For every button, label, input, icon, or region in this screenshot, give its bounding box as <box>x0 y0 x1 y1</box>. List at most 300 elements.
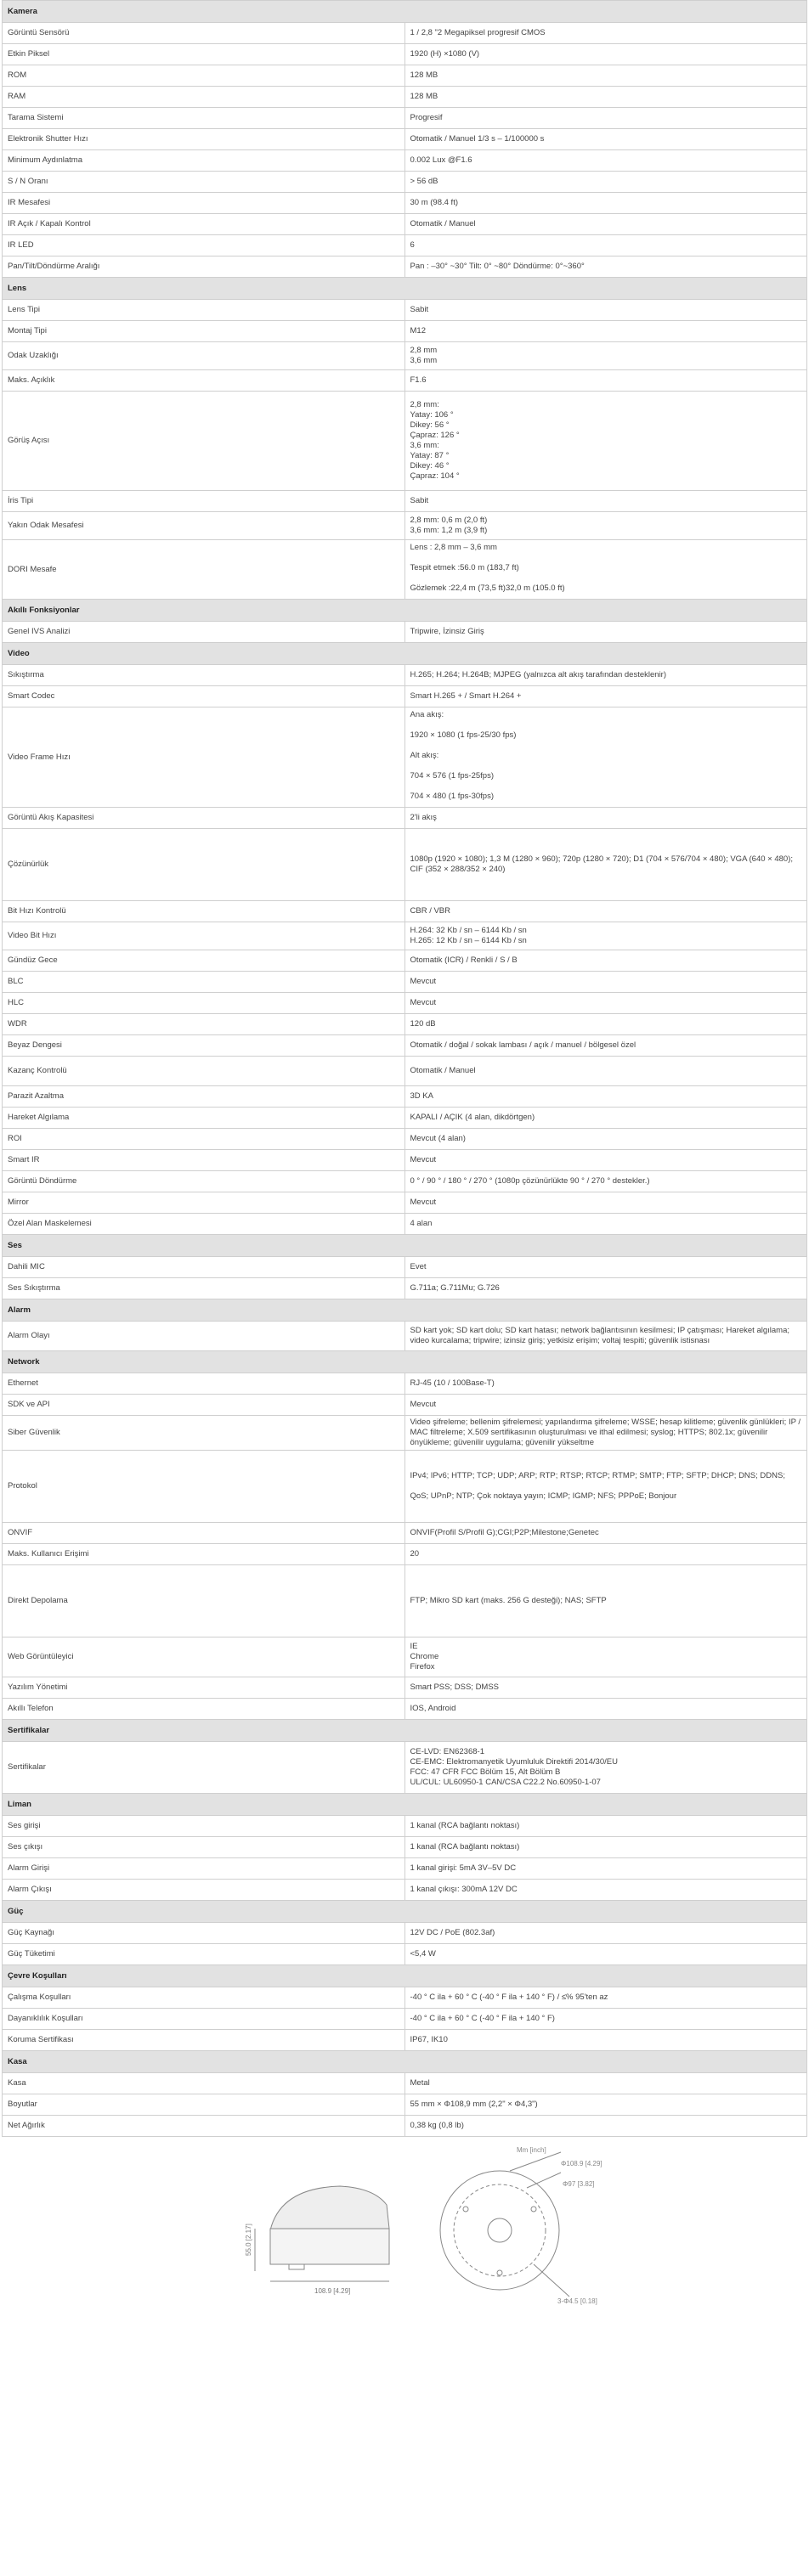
spec-value-line: Otomatik / Manuel 1/3 s – 1/100000 s <box>410 134 545 144</box>
spec-value <box>404 370 807 392</box>
spec-row <box>3 1150 807 1171</box>
spec-row <box>3 1816 807 1837</box>
spec-value <box>404 1171 807 1192</box>
spec-row <box>3 214 807 235</box>
spec-row <box>3 1451 807 1523</box>
spec-label: Çözünürlük <box>3 829 405 901</box>
spec-value <box>404 512 807 540</box>
spec-row <box>3 2116 807 2137</box>
spec-value-line: 128 MB <box>410 70 438 80</box>
spec-label: İris Tipi <box>3 491 405 512</box>
spec-value-line: Mevcut <box>410 977 437 986</box>
hole-dim-label: Φ97 [3.82] <box>563 2180 595 2188</box>
spec-row <box>3 342 807 370</box>
spec-value <box>404 1944 807 1965</box>
spec-row <box>3 1322 807 1351</box>
spec-label: Odak Uzaklığı <box>3 342 405 370</box>
section-header <box>3 1720 807 1742</box>
spec-row <box>3 512 807 540</box>
spec-value-line: M12 <box>410 326 426 335</box>
spec-value-line: Firefox <box>410 1662 435 1671</box>
spec-value-line: -40 ° C ila + 60 ° C (-40 ° F ila + 140 ° F) / ≤% 95'ten az <box>410 1993 608 2002</box>
spec-row <box>3 829 807 901</box>
spec-value-line: 3,6 mm: <box>410 441 439 450</box>
spec-value <box>404 829 807 901</box>
section-header <box>3 278 807 300</box>
spec-value <box>404 65 807 87</box>
spec-value-line <box>410 553 802 563</box>
spec-value <box>404 2009 807 2030</box>
spec-table <box>2 0 807 2137</box>
section-header <box>3 1235 807 1257</box>
spec-row <box>3 23 807 44</box>
spec-value-line: FTP; Mikro SD kart (maks. 256 G desteği); NAS; SFTP <box>410 1596 607 1605</box>
spec-value-line: Tripwire, İzinsiz Giriş <box>410 627 484 636</box>
spec-value <box>404 235 807 256</box>
spec-label: Güç Tüketimi <box>3 1944 405 1965</box>
spec-value-line: <5,4 W <box>410 1949 436 1959</box>
spec-label: Ethernet <box>3 1373 405 1395</box>
spec-label: ROM <box>3 65 405 87</box>
spec-row <box>3 370 807 392</box>
spec-row <box>3 1192 807 1214</box>
spec-value-line: Otomatik / doğal / sokak lambası / açık / manuel / bölgesel özel <box>410 1040 636 1050</box>
spec-value <box>404 1880 807 1901</box>
spec-label: Gündüz Gece <box>3 950 405 972</box>
dimension-drawing-svg <box>0 2137 809 2307</box>
spec-label: Video Bit Hızı <box>3 922 405 950</box>
spec-label: Lens Tipi <box>3 300 405 321</box>
spec-label: Montaj Tipi <box>3 321 405 342</box>
spec-value-line: Mevcut (4 alan) <box>410 1134 466 1143</box>
spec-row <box>3 1086 807 1108</box>
section-title: Güç <box>3 1901 807 1923</box>
spec-row <box>3 1565 807 1637</box>
spec-row <box>3 150 807 172</box>
spec-value <box>404 108 807 129</box>
section-title: Liman <box>3 1794 807 1816</box>
spec-value-line: Dikey: 46 ° <box>410 461 450 471</box>
spec-value-line: CBR / VBR <box>410 906 451 916</box>
spec-value <box>404 1816 807 1837</box>
section-title: Sertifikalar <box>3 1720 807 1742</box>
spec-row <box>3 300 807 321</box>
spec-label: BLC <box>3 972 405 993</box>
spec-value-line: 3D KA <box>410 1091 433 1101</box>
spec-value-line: SD kart yok; SD kart dolu; SD kart hatası; network bağlantısının kesilmesi; IP çatışması; Hareket algılama; video kurcalama; tripwire; izinsiz giriş; yetkisiz erişim; voltaj tespiti; güvenlik istisnası <box>410 1326 790 1345</box>
spec-label: Görüntü Sensörü <box>3 23 405 44</box>
section-title: Akıllı Fonksiyonlar <box>3 600 807 622</box>
spec-value <box>404 44 807 65</box>
spec-label: Parazit Azaltma <box>3 1086 405 1108</box>
spec-value-line: Mevcut <box>410 1155 437 1164</box>
spec-label: Görüntü Döndürme <box>3 1171 405 1192</box>
side-view <box>255 2186 389 2281</box>
spec-label: SDK ve API <box>3 1395 405 1416</box>
spec-row <box>3 44 807 65</box>
spec-row <box>3 1214 807 1235</box>
spec-label: Tarama Sistemi <box>3 108 405 129</box>
spec-label: IR Açık / Kapalı Kontrol <box>3 214 405 235</box>
section-header <box>3 1351 807 1373</box>
spec-value <box>404 1565 807 1637</box>
spec-label: IR Mesafesi <box>3 193 405 214</box>
spec-value-line: Otomatik / Manuel <box>410 219 476 228</box>
spec-row <box>3 1837 807 1858</box>
spec-value-line <box>410 761 802 771</box>
screw-dim-label: 3-Φ4.5 [0.18] <box>557 2297 597 2305</box>
section-title: Lens <box>3 278 807 300</box>
spec-row <box>3 129 807 150</box>
spec-label: Bit Hızı Kontrolü <box>3 901 405 922</box>
spec-value-line: RJ-45 (10 / 100Base-T) <box>410 1378 495 1388</box>
spec-row <box>3 321 807 342</box>
spec-value <box>404 342 807 370</box>
section-header <box>3 1901 807 1923</box>
spec-label: RAM <box>3 87 405 108</box>
spec-label: Kasa <box>3 2073 405 2094</box>
spec-value-line <box>410 781 802 792</box>
spec-value-line: 704 × 480 (1 fps-30fps) <box>410 792 494 801</box>
spec-value <box>404 1923 807 1944</box>
spec-row <box>3 65 807 87</box>
spec-label: Koruma Sertifikası <box>3 2030 405 2051</box>
spec-value-line: 12V DC / PoE (802.3af) <box>410 1928 495 1937</box>
spec-label: Hareket Algılama <box>3 1108 405 1129</box>
section-header <box>3 600 807 622</box>
spec-value-line: Sabit <box>410 305 429 314</box>
spec-label: Yazılım Yönetimi <box>3 1677 405 1699</box>
section-title: Alarm <box>3 1299 807 1322</box>
spec-value-line: H.265: 12 Kb / sn – 6144 Kb / sn <box>410 936 527 945</box>
spec-label: Etkin Piksel <box>3 44 405 65</box>
spec-label: IR LED <box>3 235 405 256</box>
spec-value <box>404 1035 807 1057</box>
spec-value-line: Smart PSS; DSS; DMSS <box>410 1683 500 1692</box>
spec-value <box>404 172 807 193</box>
spec-value-line: Dikey: 56 ° <box>410 420 450 430</box>
spec-value-line: Metal <box>410 2078 430 2088</box>
spec-value-line: 1080p (1920 × 1080); 1,3 M (1280 × 960); 720p (1280 × 720); D1 (704 × 576/704 × 480); VGA (640 × 480); CIF (352 × 288/352 × 240) <box>410 854 794 874</box>
spec-label: Yakın Odak Mesafesi <box>3 512 405 540</box>
spec-value <box>404 993 807 1014</box>
spec-label: Ses girişi <box>3 1816 405 1837</box>
spec-label: Mirror <box>3 1192 405 1214</box>
spec-label: Smart Codec <box>3 686 405 707</box>
spec-row <box>3 1858 807 1880</box>
spec-label: Smart IR <box>3 1150 405 1171</box>
spec-row <box>3 993 807 1014</box>
section-title: Çevre Koşulları <box>3 1965 807 1987</box>
spec-value <box>404 1257 807 1278</box>
spec-label: Pan/Tilt/Döndürme Aralığı <box>3 256 405 278</box>
spec-label: HLC <box>3 993 405 1014</box>
spec-label: ONVIF <box>3 1523 405 1544</box>
spec-row <box>3 665 807 686</box>
spec-value <box>404 23 807 44</box>
spec-value-line: 6 <box>410 240 415 250</box>
spec-value <box>404 1544 807 1565</box>
spec-value-line: 1 / 2,8 "2 Megapiksel progresif CMOS <box>410 28 546 37</box>
spec-value-line: 2'li akış <box>410 813 437 822</box>
spec-value <box>404 1395 807 1416</box>
spec-row <box>3 1057 807 1086</box>
spec-row <box>3 2094 807 2116</box>
spec-label: Web Görüntüleyici <box>3 1637 405 1677</box>
spec-row <box>3 1699 807 1720</box>
spec-value <box>404 922 807 950</box>
section-header <box>3 1965 807 1987</box>
spec-value <box>404 540 807 600</box>
spec-value <box>404 392 807 491</box>
spec-value-line <box>410 741 802 751</box>
spec-value-line: Ana akış: <box>410 710 444 719</box>
spec-row <box>3 1373 807 1395</box>
spec-value-line: 1920 × 1080 (1 fps-25/30 fps) <box>410 730 517 740</box>
spec-value-line: Gözlemek :22,4 m (73,5 ft)32,0 m (105.0 ft) <box>410 583 565 593</box>
spec-value <box>404 1451 807 1523</box>
spec-value <box>404 1523 807 1544</box>
spec-value-line: 120 dB <box>410 1019 436 1029</box>
width-dim-label: 108.9 [4.29] <box>314 2287 351 2295</box>
spec-value-line: IP67, IK10 <box>410 2035 448 2044</box>
spec-value-line: 0.002 Lux @F1.6 <box>410 155 472 165</box>
spec-value-line: 2,8 mm: <box>410 400 439 409</box>
spec-value <box>404 491 807 512</box>
spec-label: Dahili MIC <box>3 1257 405 1278</box>
spec-value <box>404 1677 807 1699</box>
spec-value <box>404 1987 807 2009</box>
spec-value-line: 1 kanal çıkışı: 300mA 12V DC <box>410 1885 518 1894</box>
spec-value-line: 4 alan <box>410 1219 433 1228</box>
spec-value <box>404 622 807 643</box>
spec-row <box>3 491 807 512</box>
spec-row <box>3 1544 807 1565</box>
spec-row <box>3 686 807 707</box>
spec-row <box>3 1014 807 1035</box>
spec-value <box>404 321 807 342</box>
spec-value-line: Tespit etmek :56.0 m (183,7 ft) <box>410 563 519 572</box>
spec-value <box>404 2073 807 2094</box>
spec-value-line: H.265; H.264; H.264B; MJPEG (yalnızca alt akış tarafından desteklenir) <box>410 670 667 679</box>
spec-value <box>404 1837 807 1858</box>
spec-row <box>3 87 807 108</box>
spec-row <box>3 392 807 491</box>
spec-value <box>404 87 807 108</box>
spec-label: Görüntü Akış Kapasitesi <box>3 808 405 829</box>
section-title: Network <box>3 1351 807 1373</box>
spec-value <box>404 1086 807 1108</box>
spec-value <box>404 1214 807 1235</box>
spec-value-line: > 56 dB <box>410 177 438 186</box>
spec-value <box>404 1637 807 1677</box>
spec-value <box>404 950 807 972</box>
spec-value-line: 128 MB <box>410 92 438 101</box>
spec-row <box>3 172 807 193</box>
spec-value-line: F1.6 <box>410 375 427 385</box>
spec-value-line: CE-EMC: Elektromanyetik Uyumluluk Direktifi 2014/30/EU <box>410 1757 618 1767</box>
spec-label: Maks. Açıklık <box>3 370 405 392</box>
spec-value <box>404 665 807 686</box>
spec-label: Kazanç Kontrolü <box>3 1057 405 1086</box>
spec-row <box>3 1677 807 1699</box>
spec-value-line: 0,38 kg (0,8 lb) <box>410 2121 464 2130</box>
spec-row <box>3 1278 807 1299</box>
section-header <box>3 2051 807 2073</box>
spec-value <box>404 1192 807 1214</box>
spec-row <box>3 1035 807 1057</box>
spec-row <box>3 808 807 829</box>
spec-label: WDR <box>3 1014 405 1035</box>
spec-value <box>404 1278 807 1299</box>
spec-value-line: Çapraz: 126 ° <box>410 431 460 440</box>
spec-value-line: UL/CUL: UL60950-1 CAN/CSA C22.2 No.60950-1-07 <box>410 1778 601 1787</box>
spec-label: Çalışma Koşulları <box>3 1987 405 2009</box>
spec-label: Güç Kaynağı <box>3 1923 405 1944</box>
spec-value <box>404 1057 807 1086</box>
spec-value <box>404 707 807 808</box>
spec-value-line: Yatay: 106 ° <box>410 410 454 420</box>
spec-value-line: QoS; UPnP; NTP; Çok noktaya yayın; ICMP; IGMP; NFS; PPPoE; Bonjour <box>410 1491 677 1501</box>
spec-row <box>3 2073 807 2094</box>
spec-row <box>3 972 807 993</box>
spec-label: Özel Alan Maskelemesi <box>3 1214 405 1235</box>
spec-row <box>3 901 807 922</box>
spec-row <box>3 2030 807 2051</box>
spec-label: Alarm Girişi <box>3 1858 405 1880</box>
spec-value-line: Alt akış: <box>410 751 439 760</box>
spec-label: Video Frame Hızı <box>3 707 405 808</box>
spec-value <box>404 1416 807 1451</box>
spec-label: Beyaz Dengesi <box>3 1035 405 1057</box>
spec-value-line: 3,6 mm: 1,2 m (3,9 ft) <box>410 526 488 535</box>
spec-value-line: Mevcut <box>410 1198 437 1207</box>
spec-value-line: Pan : –30° ~30° Tilt: 0° ~80° Döndürme: 0°~360° <box>410 262 585 271</box>
spec-value-line: Yatay: 87 ° <box>410 451 450 460</box>
spec-value-line: 20 <box>410 1549 420 1559</box>
spec-value-line: IPv4; IPv6; HTTP; TCP; UDP; ARP; RTP; RTSP; RTCP; RTMP; SMTP; FTP; SFTP; DHCP; DNS; DDNS; <box>410 1471 785 1480</box>
spec-row <box>3 1637 807 1677</box>
spec-label: S / N Oranı <box>3 172 405 193</box>
section-header <box>3 643 807 665</box>
spec-value <box>404 808 807 829</box>
spec-row <box>3 1987 807 2009</box>
spec-value-line <box>410 720 802 730</box>
spec-value-line: KAPALI / AÇIK (4 alan, dikdörtgen) <box>410 1113 535 1122</box>
spec-label: Siber Güvenlik <box>3 1416 405 1451</box>
spec-value <box>404 972 807 993</box>
spec-row <box>3 1416 807 1451</box>
spec-value <box>404 1742 807 1794</box>
spec-row <box>3 108 807 129</box>
section-header <box>3 1794 807 1816</box>
spec-value-line: 1 kanal (RCA bağlantı noktası) <box>410 1842 520 1852</box>
spec-value <box>404 300 807 321</box>
spec-value-line: 55 mm × Φ108,9 mm (2,2" × Φ4,3") <box>410 2100 538 2109</box>
spec-row <box>3 1129 807 1150</box>
spec-row <box>3 1171 807 1192</box>
spec-value-line: 704 × 576 (1 fps-25fps) <box>410 771 494 781</box>
spec-value-line: FCC: 47 CFR FCC Bölüm 15, Alt Bölüm B <box>410 1767 561 1777</box>
spec-label: Minimum Aydınlatma <box>3 150 405 172</box>
spec-value <box>404 129 807 150</box>
spec-value-line: ONVIF(Profil S/Profil G);CGI;P2P;Milestone;Genetec <box>410 1528 599 1537</box>
spec-value-line: Otomatik (ICR) / Renkli / S / B <box>410 955 518 965</box>
spec-value <box>404 1699 807 1720</box>
spec-value-line: Sabit <box>410 496 429 505</box>
spec-value-line: 2,8 mm <box>410 346 438 355</box>
spec-value <box>404 2116 807 2137</box>
spec-row <box>3 1257 807 1278</box>
section-title: Ses <box>3 1235 807 1257</box>
spec-label: Alarm Olayı <box>3 1322 405 1351</box>
spec-label: Genel IVS Analizi <box>3 622 405 643</box>
spec-value <box>404 256 807 278</box>
section-title: Kamera <box>3 1 807 23</box>
section-title: Kasa <box>3 2051 807 2073</box>
spec-row <box>3 2009 807 2030</box>
overall-dim-label: Φ108.9 [4.29] <box>561 2160 603 2167</box>
spec-value <box>404 193 807 214</box>
spec-row <box>3 950 807 972</box>
spec-value-line: 0 ° / 90 ° / 180 ° / 270 ° (1080p çözünürlükte 90 ° / 270 ° destekler.) <box>410 1176 650 1186</box>
spec-value-line: Evet <box>410 1262 427 1271</box>
spec-label: Ses Sıkıştırma <box>3 1278 405 1299</box>
spec-value-line: 30 m (98.4 ft) <box>410 198 458 207</box>
unit-label: Mm [inch] <box>517 2146 546 2154</box>
spec-label: Maks. Kullanıcı Erişimi <box>3 1544 405 1565</box>
spec-row <box>3 707 807 808</box>
spec-value-line: -40 ° C ila + 60 ° C (-40 ° F ila + 140 ° F) <box>410 2014 555 2023</box>
spec-label: Dayanıklılık Koşulları <box>3 2009 405 2030</box>
spec-label: Sertifikalar <box>3 1742 405 1794</box>
spec-value-line: Chrome <box>410 1652 439 1661</box>
spec-label: Akıllı Telefon <box>3 1699 405 1720</box>
spec-label: Net Ağırlık <box>3 2116 405 2137</box>
top-view <box>440 2152 569 2297</box>
spec-value-line: G.711a; G.711Mu; G.726 <box>410 1283 500 1293</box>
section-title: Video <box>3 643 807 665</box>
spec-value-line: Progresif <box>410 113 443 122</box>
spec-row <box>3 622 807 643</box>
spec-label: Boyutlar <box>3 2094 405 2116</box>
spec-label: Protokol <box>3 1451 405 1523</box>
spec-value-line: 1 kanal (RCA bağlantı noktası) <box>410 1821 520 1830</box>
spec-row <box>3 1923 807 1944</box>
spec-value-line <box>410 1481 802 1491</box>
spec-value-line: 2,8 mm: 0,6 m (2,0 ft) <box>410 516 488 525</box>
spec-label: DORI Mesafe <box>3 540 405 600</box>
spec-row <box>3 1880 807 1901</box>
spec-value-line: Smart H.265 + / Smart H.264 + <box>410 691 522 701</box>
spec-value-line <box>410 573 802 583</box>
spec-value <box>404 150 807 172</box>
spec-value <box>404 1129 807 1150</box>
spec-label: Direkt Depolama <box>3 1565 405 1637</box>
spec-value-line: H.264: 32 Kb / sn – 6144 Kb / sn <box>410 926 527 935</box>
spec-value <box>404 1373 807 1395</box>
spec-value <box>404 901 807 922</box>
spec-label: Elektronik Shutter Hızı <box>3 129 405 150</box>
spec-row <box>3 1944 807 1965</box>
spec-value <box>404 2094 807 2116</box>
section-header <box>3 1299 807 1322</box>
spec-label: Sıkıştırma <box>3 665 405 686</box>
spec-row <box>3 1523 807 1544</box>
spec-row <box>3 1108 807 1129</box>
spec-label: Ses çıkışı <box>3 1837 405 1858</box>
spec-value <box>404 214 807 235</box>
